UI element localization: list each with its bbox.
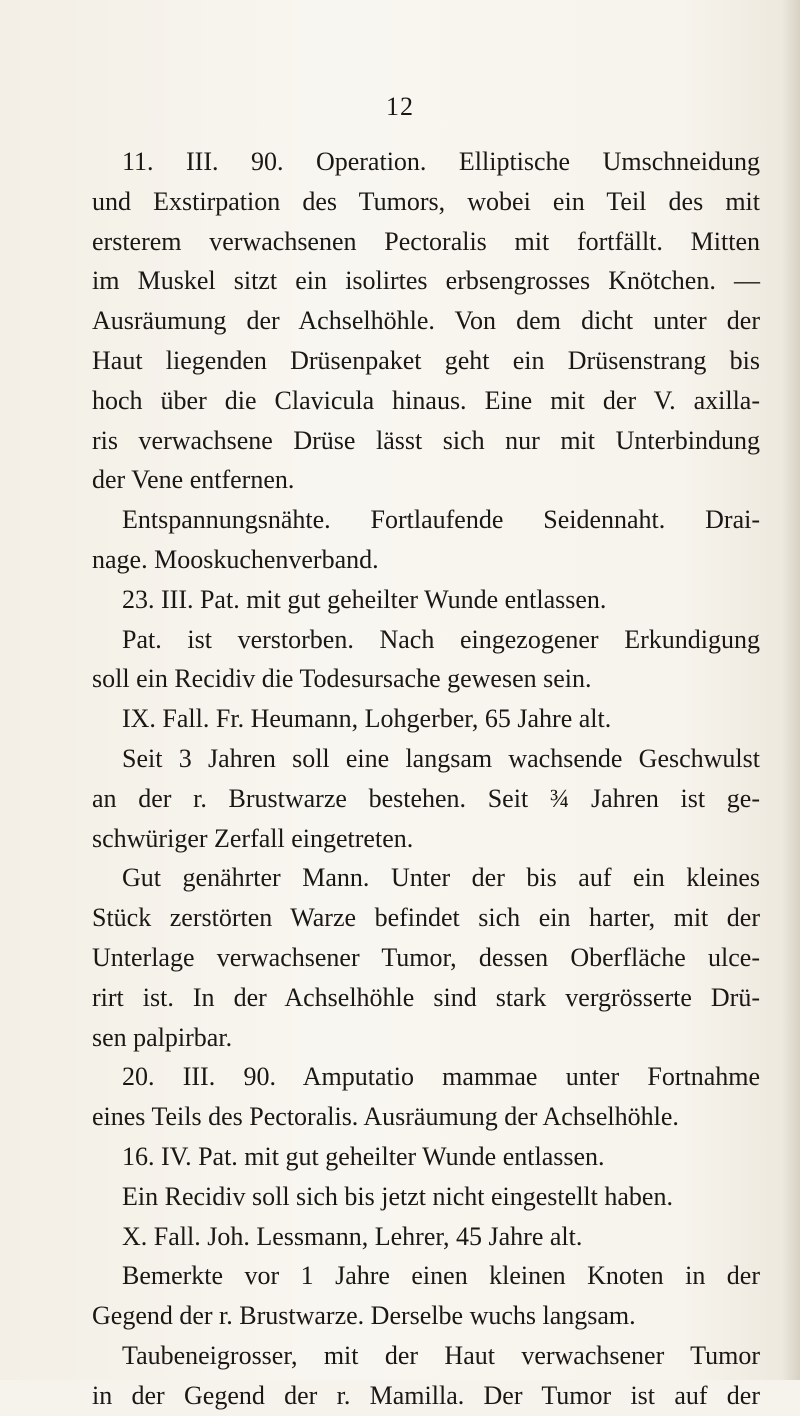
text-line: hoch über die Clavicula hinaus. Eine mit der V. axilla- xyxy=(92,385,760,415)
text-line: Gegend der r. Brustwarze. Derselbe wuchs langsam. xyxy=(92,1301,636,1331)
text-line: ris verwachsene Drüse lässt sich nur mit Unterbindung xyxy=(92,425,760,455)
text-line: im Muskel sitzt ein isolirtes erbsengrosses Knötchen. — xyxy=(92,266,760,296)
text-line: Unterlage verwachsener Tumor, dessen Oberfläche ulce- xyxy=(92,942,760,972)
page-number: 12 xyxy=(386,92,414,121)
text-line: Entspannungsnähte. Fortlaufende Seidennaht. Drai- xyxy=(122,505,760,535)
text-line: soll ein Recidiv die Todesursache gewesen sein. xyxy=(92,664,592,694)
text-line: sen palpirbar. xyxy=(92,1022,233,1052)
text-line: 23. III. Pat. mit gut geheilter Wunde entlassen. xyxy=(122,584,607,614)
text-line: Pat. ist verstorben. Nach eingezogener Erkundigung xyxy=(122,624,760,654)
text-line: Taubeneigrosser, mit der Haut verwachsener Tumor xyxy=(122,1340,760,1370)
text-line: nage. Mooskuchenverband. xyxy=(92,544,379,574)
page-edge-shadow xyxy=(782,0,800,1380)
text-line: rirt ist. In der Achselhöhle sind stark vergrösserte Drü- xyxy=(92,982,760,1012)
text-line: Haut liegenden Drüsenpaket geht ein Drüsenstrang bis xyxy=(92,345,760,375)
text-line: der Vene entfernen. xyxy=(92,465,295,495)
text-line: IX. Fall. Fr. Heumann, Lohgerber, 65 Jahre alt. xyxy=(122,704,612,734)
text-line: Gut genährter Mann. Unter der bis auf ein kleines xyxy=(122,863,760,893)
text-line: Seit 3 Jahren soll eine langsam wachsende Geschwulst xyxy=(122,743,760,773)
text-line: schwüriger Zerfall eingetreten. xyxy=(92,823,414,853)
text-line: und Exstirpation des Tumors, wobei ein Teil des mit xyxy=(92,186,760,216)
text-line: Ein Recidiv soll sich bis jetzt nicht eingestellt haben. xyxy=(122,1181,673,1211)
text-line: 20. III. 90. Amputatio mammae unter Fortnahme xyxy=(122,1062,760,1092)
text-line: eines Teils des Pectoralis. Ausräumung der Achselhöhle. xyxy=(92,1102,679,1132)
text-line: Bemerkte vor 1 Jahre einen kleinen Knoten in der xyxy=(122,1261,760,1291)
text-line: Stück zerstörten Warze befindet sich ein harter, mit der xyxy=(92,903,760,933)
text-line: in der Gegend der r. Mamilla. Der Tumor ist auf der xyxy=(92,1380,760,1410)
text-line: ersterem verwachsenen Pectoralis mit fortfällt. Mitten xyxy=(92,226,760,256)
text-line: 16. IV. Pat. mit gut geheilter Wunde entlassen. xyxy=(122,1141,605,1171)
text-line: 11. III. 90. Operation. Elliptische Umschneidung xyxy=(122,147,760,176)
body-text xyxy=(92,142,760,1416)
text-line: Ausräumung der Achselhöhle. Von dem dicht unter der xyxy=(92,306,760,336)
text-line: an der r. Brustwarze bestehen. Seit ¾ Jahren ist ge- xyxy=(92,783,760,813)
text-line: X. Fall. Joh. Lessmann, Lehrer, 45 Jahre alt. xyxy=(122,1221,583,1251)
